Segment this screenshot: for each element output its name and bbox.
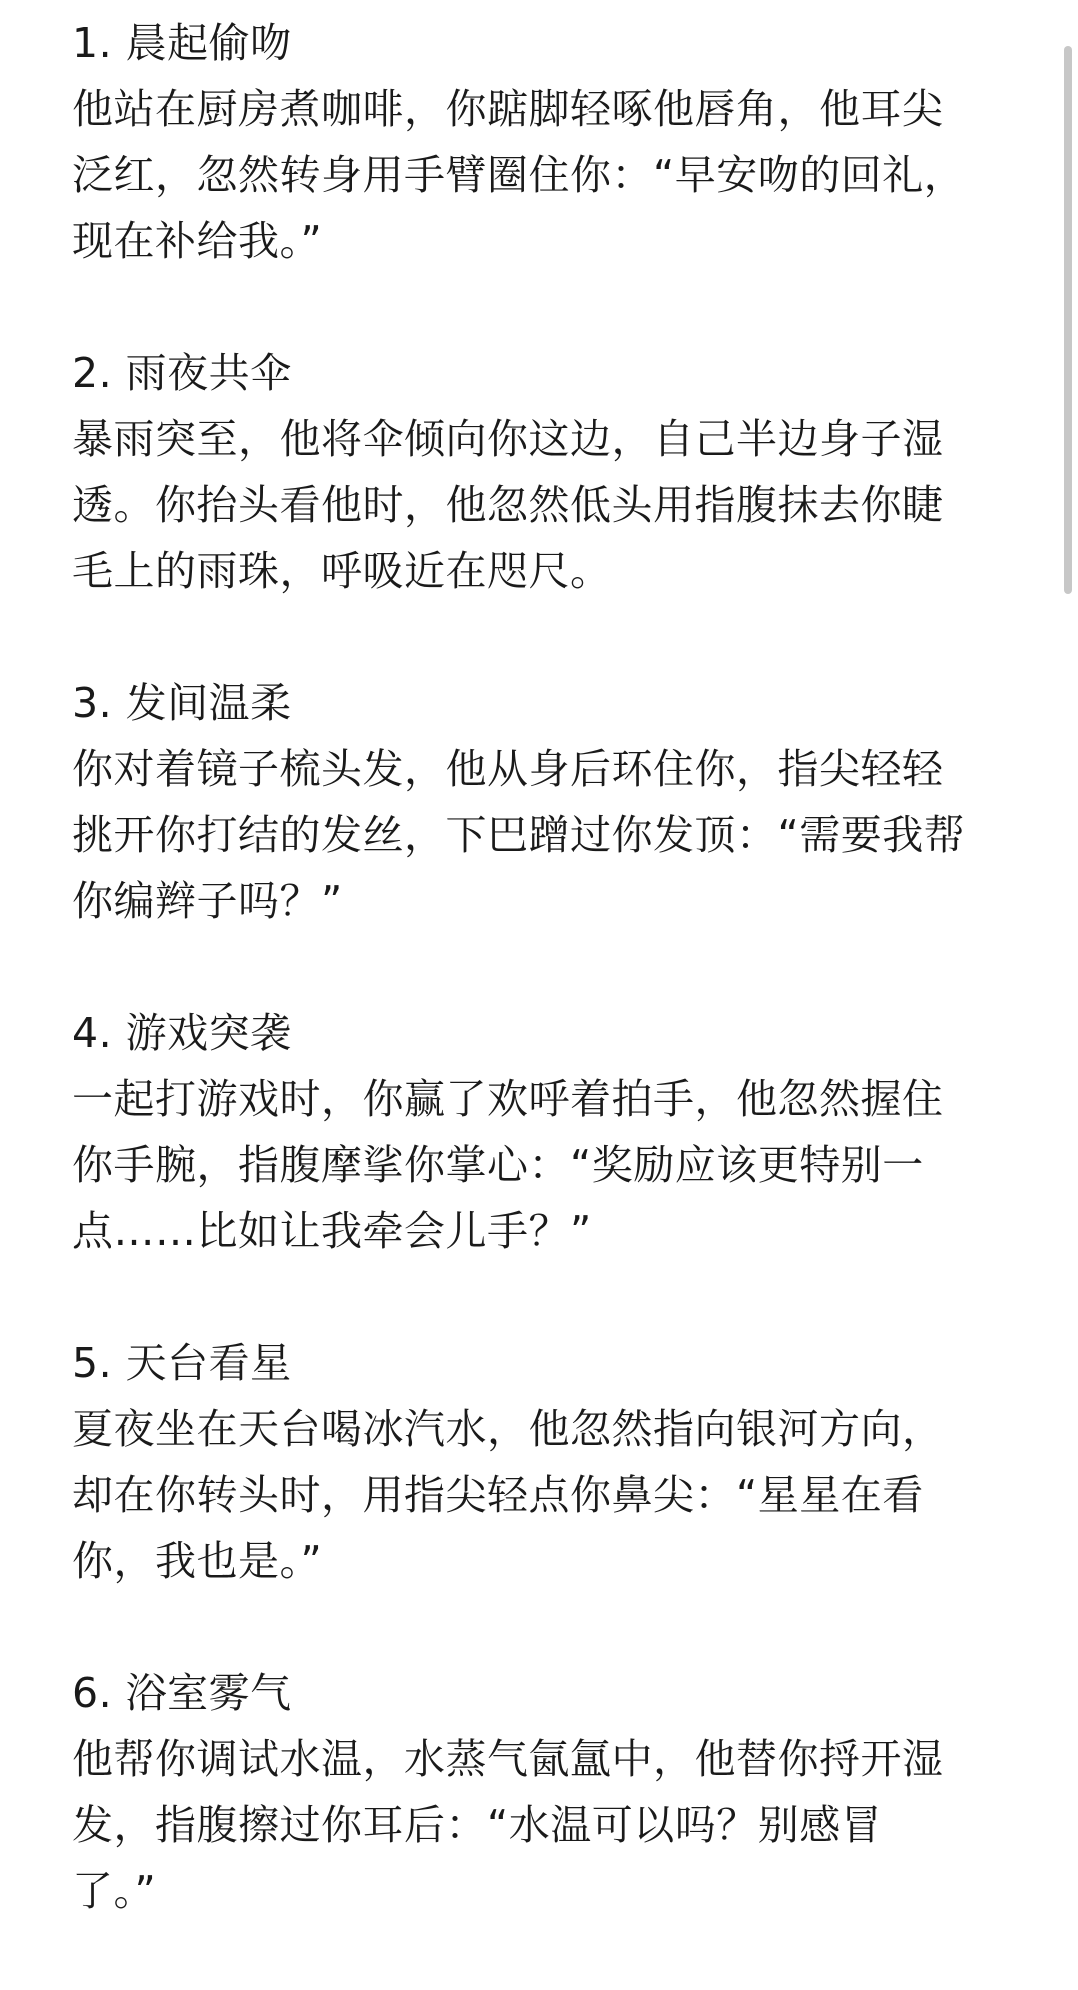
item-text-line: 他站在厨房煮咖啡，你踮脚轻啄他唇角，他耳尖 xyxy=(72,85,944,133)
list-item xyxy=(72,670,1012,934)
item-title: 5. 天台看星 xyxy=(72,1339,292,1387)
item-text-line: 你对着镜子梳头发，他从身后环住你，指尖轻轻 xyxy=(72,745,944,793)
item-title: 1. 晨起偷吻 xyxy=(72,19,292,67)
item-title: 2. 雨夜共伞 xyxy=(72,349,292,397)
item-text-line: 你，我也是。” xyxy=(72,1537,323,1585)
item-text-line: 夏夜坐在天台喝冰汽水，他忽然指向银河方向， xyxy=(72,1405,944,1453)
list-item xyxy=(72,1000,1012,1264)
article-body xyxy=(72,10,1012,1990)
item-text-line: 毛上的雨珠，呼吸近在咫尺。 xyxy=(72,547,612,595)
item-title: 3. 发间温柔 xyxy=(72,679,292,727)
item-text-line: 却在你转头时，用指尖轻点你鼻尖：“星星在看 xyxy=(72,1471,924,1519)
item-text-line: 暴雨突至，他将伞倾向你这边，自己半边身子湿 xyxy=(72,415,944,463)
item-text-line: 了。” xyxy=(72,1867,157,1915)
item-text-line: 泛红，忽然转身用手臂圈住你：“早安吻的回礼， xyxy=(72,151,966,199)
item-text-line: 他帮你调试水温，水蒸气氤氲中，他替你捋开湿 xyxy=(72,1735,944,1783)
item-text-line: 挑开你打结的发丝，下巴蹭过你发顶：“需要我帮 xyxy=(72,811,966,859)
item-text-line: 点……比如让我牵会儿手？” xyxy=(72,1207,592,1255)
list-item xyxy=(72,1660,1012,1924)
list-item xyxy=(72,340,1012,604)
item-text-line: 现在补给我。” xyxy=(72,217,323,265)
item-text-line: 发，指腹擦过你耳后：“水温可以吗？别感冒 xyxy=(72,1801,883,1849)
list-item xyxy=(72,1330,1012,1594)
item-title: 4. 游戏突袭 xyxy=(72,1009,292,1057)
item-text-line: 透。你抬头看他时，他忽然低头用指腹抹去你睫 xyxy=(72,481,944,529)
item-text-line: 你手腕，指腹摩挲你掌心：“奖励应该更特别一 xyxy=(72,1141,924,1189)
item-text-line: 你编辫子吗？” xyxy=(72,877,343,925)
vertical-scrollbar[interactable] xyxy=(1064,46,1072,594)
list-item xyxy=(72,10,1012,274)
item-title: 6. 浴室雾气 xyxy=(72,1669,292,1717)
item-text-line: 一起打游戏时，你赢了欢呼着拍手，他忽然握住 xyxy=(72,1075,944,1123)
